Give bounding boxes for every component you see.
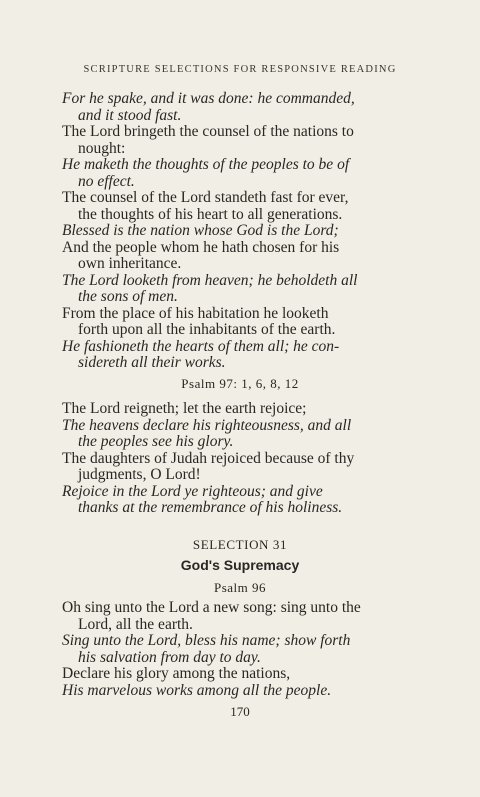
reading-line: Rejoice in the Lord ye righteous; and give [62,482,323,500]
reading-line: The Lord looketh from heaven; he beholdeth all [62,271,358,289]
reading-part-1 [62,91,440,372]
reading-line: no effect. [78,172,135,190]
reading-line: He fashioneth the hearts of them all; he con- [62,337,340,355]
reading-line: and it stood fast. [78,106,182,124]
reading-line: The heavens declare his righteousness, and all [62,416,352,434]
reading-line: nought: [78,139,126,157]
psalm-96-reference: Psalm 96 [213,580,267,595]
reading-line: judgments, O Lord! [78,466,201,483]
reading-line: the sons of men. [78,288,178,305]
reading-line: He maketh the thoughts of the peoples to be of [62,156,350,173]
page-number: 170 [230,704,250,719]
reading-line: Blessed is the nation whose God is the Lord; [62,222,339,239]
reading-line: And the people whom he hath chosen for his [62,238,340,256]
reading-line: The Lord reigneth; let the earth rejoice; [62,400,307,417]
reading-line: Sing unto the Lord, bless his name; show forth [62,632,351,649]
reading-part-2 [62,401,440,517]
reading-part-3 [62,600,440,699]
reading-line: The Lord bringeth the counsel of the nations to [62,123,354,140]
running-header: SCRIPTURE SELECTIONS FOR RESPONSIVE READING [83,64,397,75]
reading-line: For he spake, and it was done: he commanded, [62,90,355,107]
selection-number: SELECTION 31 [192,537,288,552]
reading-line: The daughters of Judah rejoiced because of thy [62,449,355,467]
reading-line: From the place of his habitation he looketh [62,304,329,322]
reading-line: sidereth all their works. [78,354,226,371]
reading-line: Declare his glory among the nations, [62,665,291,682]
psalm-97-reference: Psalm 97: 1, 6, 8, 12 [181,376,299,391]
reading-line: His marvelous works among all the people. [62,681,332,699]
reading-line: the thoughts of his heart to all generations. [78,205,343,223]
reading-line: The counsel of the Lord standeth fast for ever, [62,189,349,206]
selection-title: God's Supremacy [180,557,300,573]
reading-line: the peoples see his glory. [78,433,234,450]
reading-line: forth upon all the inhabitants of the earth. [78,321,336,338]
reading-line: own inheritance. [78,255,182,272]
reading-line: thanks at the remembrance of his holiness. [78,499,343,516]
reading-line: his salvation from day to day. [78,648,261,666]
reading-line: Lord, all the earth. [78,615,193,633]
reading-line: Oh sing unto the Lord a new song: sing unto the [62,599,361,616]
